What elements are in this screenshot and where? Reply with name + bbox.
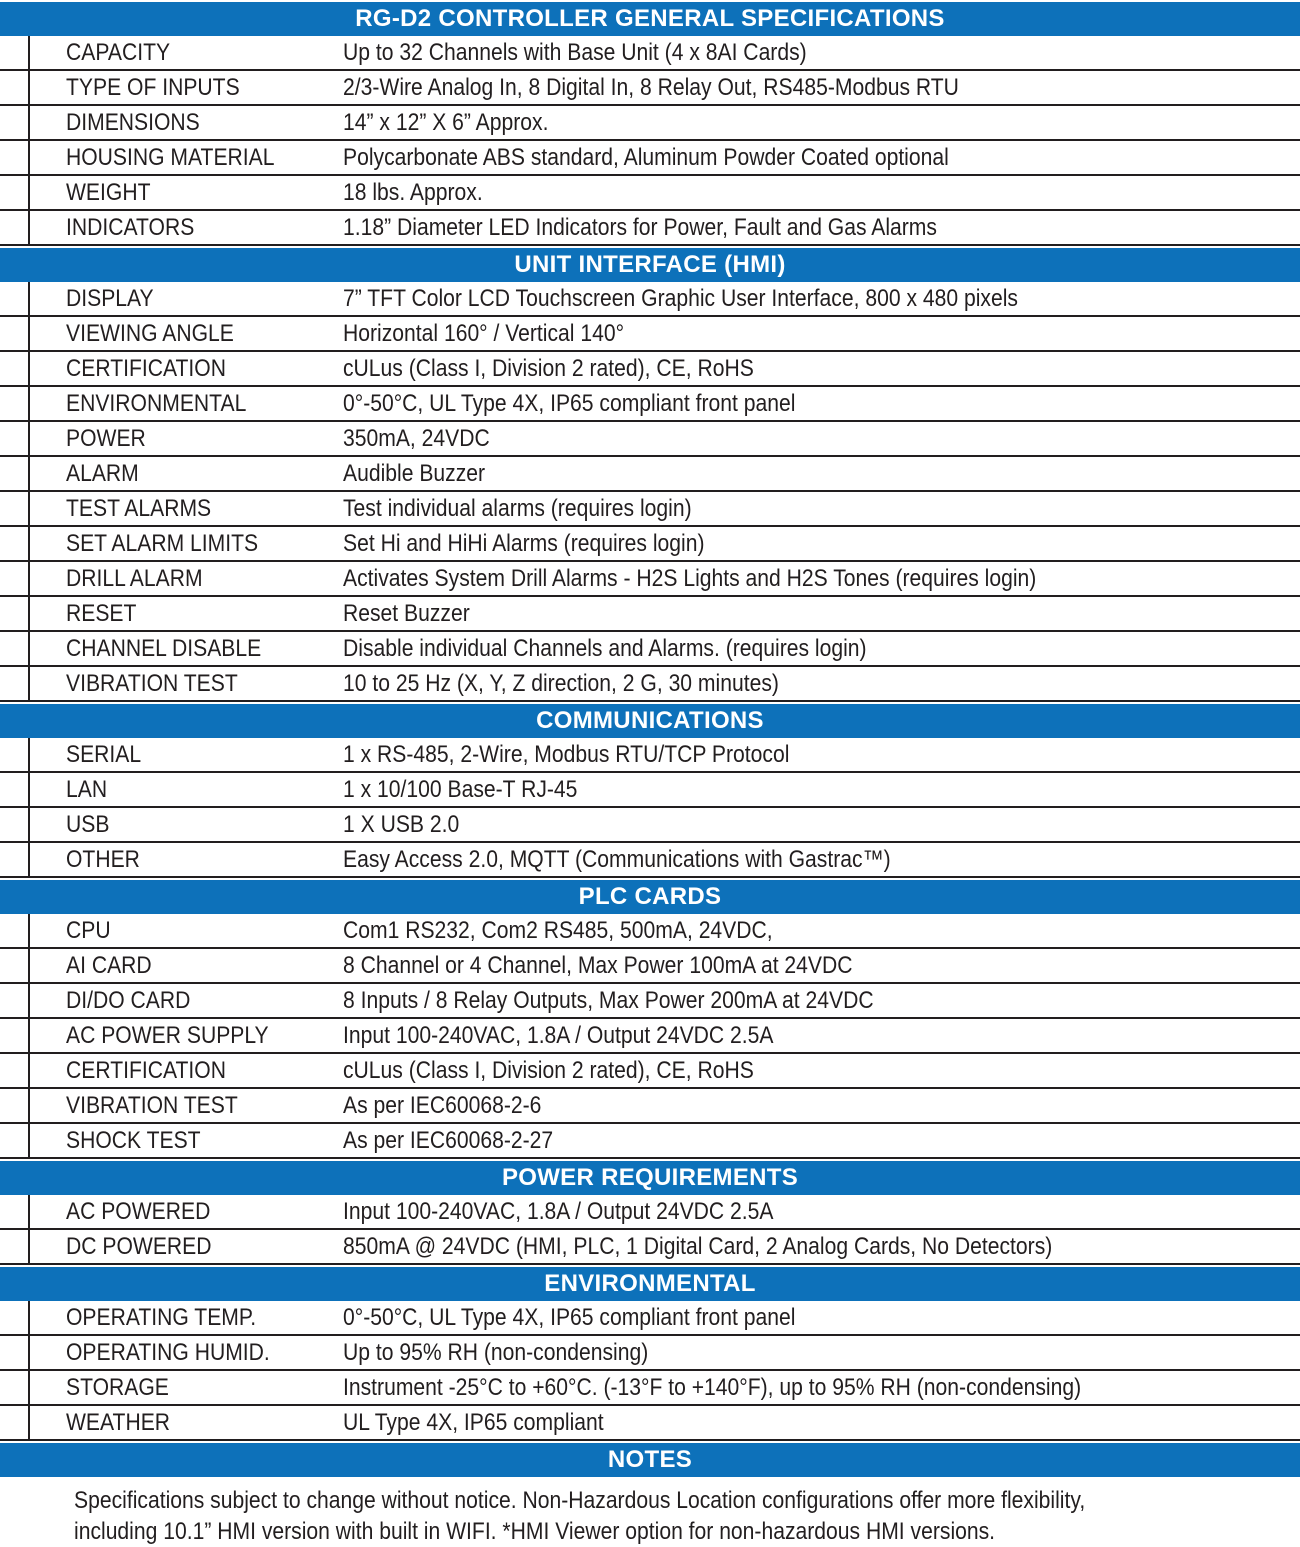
spec-label-cell (0, 73, 343, 101)
spec-label: CERTIFICATION (66, 1056, 226, 1084)
spec-label-cell (0, 775, 343, 803)
spec-value-cell (343, 178, 1300, 206)
spec-row-housing-material (0, 141, 1300, 176)
spec-row-test-alarms (0, 492, 1300, 527)
notes-line-text: including 10.1” HMI version with built in WIFI. *HMI Viewer option for non-hazardous HMI versions. (74, 1517, 996, 1545)
spec-row-di-do-card (0, 984, 1300, 1019)
spec-row-reset (0, 597, 1300, 632)
spec-value: Com1 RS232, Com2 RS485, 500mA, 24VDC, (343, 916, 773, 944)
spec-label: DI/DO CARD (66, 986, 191, 1014)
spec-label: VIBRATION TEST (66, 669, 238, 697)
spec-label-cell (0, 143, 343, 171)
spec-value-cell (343, 319, 1300, 347)
spec-label-cell (0, 424, 343, 452)
spec-value: Audible Buzzer (343, 459, 486, 487)
spec-value: 10 to 25 Hz (X, Y, Z direction, 2 G, 30 minutes) (343, 669, 779, 697)
spec-value: Instrument -25°C to +60°C. (-13°F to +140°F), up to 95% RH (non-condensing) (343, 1373, 1082, 1401)
spec-row-alarm (0, 457, 1300, 492)
spec-label-cell (0, 354, 343, 382)
spec-row-ac-power-supply (0, 1019, 1300, 1054)
spec-value-cell (343, 354, 1300, 382)
spec-value: 18 lbs. Approx. (343, 178, 483, 206)
spec-value: 14” x 12” X 6” Approx. (343, 108, 549, 136)
spec-label: CAPACITY (66, 38, 171, 66)
spec-value: Up to 32 Channels with Base Unit (4 x 8AI Cards) (343, 38, 807, 66)
section-title: RG-D2 CONTROLLER GENERAL SPECIFICATIONS (355, 5, 945, 32)
spec-label: INDICATORS (66, 213, 195, 241)
section-title: COMMUNICATIONS (536, 707, 764, 734)
spec-label: WEATHER (66, 1408, 171, 1436)
spec-label-cell (0, 284, 343, 312)
spec-label-cell (0, 459, 343, 487)
spec-row-operating-humid (0, 1336, 1300, 1371)
spec-row-weather (0, 1406, 1300, 1441)
spec-label: POWER (66, 424, 146, 452)
spec-value-cell (343, 1408, 1300, 1436)
spec-value: 350mA, 24VDC (343, 424, 490, 452)
spec-row-power (0, 422, 1300, 457)
spec-label: ENVIRONMENTAL (66, 389, 247, 417)
spec-value: 0°-50°C, UL Type 4X, IP65 compliant front panel (343, 1303, 796, 1331)
section-title: PLC CARDS (578, 883, 722, 910)
spec-value: Set Hi and HiHi Alarms (requires login) (343, 529, 705, 557)
spec-label: RESET (66, 599, 137, 627)
spec-value-cell (343, 284, 1300, 312)
notes-text (0, 1477, 1300, 1547)
spec-label-cell (0, 494, 343, 522)
spec-value-cell (343, 634, 1300, 662)
spec-value-cell (343, 1338, 1300, 1366)
spec-value: Input 100-240VAC, 1.8A / Output 24VDC 2.5A (343, 1021, 774, 1049)
spec-label-cell (0, 986, 343, 1014)
spec-value-cell (343, 73, 1300, 101)
spec-value: 1 x 10/100 Base-T RJ-45 (343, 775, 578, 803)
spec-label: DISPLAY (66, 284, 154, 312)
spec-label-cell (0, 599, 343, 627)
spec-value-cell (343, 916, 1300, 944)
spec-label-cell (0, 916, 343, 944)
spec-value-cell (343, 38, 1300, 66)
spec-value: Disable individual Channels and Alarms. (requires login) (343, 634, 867, 662)
spec-label: TEST ALARMS (66, 494, 212, 522)
spec-label-cell (0, 1232, 343, 1260)
spec-label: OTHER (66, 845, 140, 873)
spec-value: Activates System Drill Alarms - H2S Lights and H2S Tones (requires login) (343, 564, 1037, 592)
spec-value: Horizontal 160° / Vertical 140° (343, 319, 625, 347)
section-header-communications (0, 704, 1300, 738)
section-header-plc-cards (0, 880, 1300, 914)
section-title: ENVIRONMENTAL (544, 1270, 756, 1297)
spec-label: CERTIFICATION (66, 354, 226, 382)
spec-label: AC POWER SUPPLY (66, 1021, 269, 1049)
spec-row-dc-powered (0, 1230, 1300, 1265)
spec-row-ai-card (0, 949, 1300, 984)
spec-value: 2/3-Wire Analog In, 8 Digital In, 8 Relay Out, RS485-Modbus RTU (343, 73, 959, 101)
spec-value: UL Type 4X, IP65 compliant (343, 1408, 604, 1436)
spec-label-cell (0, 1056, 343, 1084)
spec-value: 8 Channel or 4 Channel, Max Power 100mA at 24VDC (343, 951, 853, 979)
section-header-rg-d2-controller-general-specifications (0, 2, 1300, 36)
spec-value: Easy Access 2.0, MQTT (Communications with Gastrac™) (343, 845, 891, 873)
spec-label: SET ALARM LIMITS (66, 529, 259, 557)
spec-label-cell (0, 38, 343, 66)
spec-label-cell (0, 845, 343, 873)
spec-value-cell (343, 1197, 1300, 1225)
spec-row-cpu (0, 914, 1300, 949)
spec-label-cell (0, 810, 343, 838)
spec-value-cell (343, 1232, 1300, 1260)
spec-value-cell (343, 494, 1300, 522)
spec-label: ALARM (66, 459, 139, 487)
spec-label-cell (0, 1303, 343, 1331)
section-header-unit-interface-hmi (0, 248, 1300, 282)
spec-value: 0°-50°C, UL Type 4X, IP65 compliant front panel (343, 389, 796, 417)
spec-row-type-of-inputs (0, 71, 1300, 106)
spec-label-cell (0, 564, 343, 592)
spec-value: Up to 95% RH (non-condensing) (343, 1338, 649, 1366)
spec-value-cell (343, 1056, 1300, 1084)
spec-row-vibration-test (0, 1089, 1300, 1124)
spec-value-cell (343, 845, 1300, 873)
spec-value-cell (343, 951, 1300, 979)
spec-value: Reset Buzzer (343, 599, 470, 627)
spec-value-cell (343, 1021, 1300, 1049)
section-title: NOTES (607, 1446, 693, 1473)
spec-label-cell (0, 1021, 343, 1049)
spec-value-cell (343, 213, 1300, 241)
spec-value-cell (343, 529, 1300, 557)
spec-label: USB (66, 810, 110, 838)
spec-label: SHOCK TEST (66, 1126, 201, 1154)
spec-label: VIEWING ANGLE (66, 319, 234, 347)
spec-label: DC POWERED (66, 1232, 212, 1260)
section-header-notes (0, 1443, 1300, 1477)
spec-value-cell (343, 599, 1300, 627)
spec-value-cell (343, 424, 1300, 452)
spec-value: cULus (Class I, Division 2 rated), CE, RoHS (343, 1056, 754, 1084)
spec-label-cell (0, 389, 343, 417)
spec-label-cell (0, 634, 343, 662)
spec-row-certification (0, 352, 1300, 387)
spec-row-weight (0, 176, 1300, 211)
spec-value: cULus (Class I, Division 2 rated), CE, RoHS (343, 354, 754, 382)
spec-row-environmental (0, 387, 1300, 422)
spec-row-other (0, 843, 1300, 878)
spec-value-cell (343, 986, 1300, 1014)
spec-value-cell (343, 1303, 1300, 1331)
spec-value-cell (343, 669, 1300, 697)
spec-label-cell (0, 740, 343, 768)
spec-row-display (0, 282, 1300, 317)
spec-label: DRILL ALARM (66, 564, 203, 592)
spec-row-ac-powered (0, 1195, 1300, 1230)
spec-value: 8 Inputs / 8 Relay Outputs, Max Power 200mA at 24VDC (343, 986, 874, 1014)
spec-value-cell (343, 389, 1300, 417)
spec-label: SERIAL (66, 740, 142, 768)
notes-line-text: Specifications subject to change without notice. Non-Hazardous Location configurations offer more flexibility, (74, 1486, 1086, 1514)
spec-row-indicators (0, 211, 1300, 246)
spec-value-cell (343, 740, 1300, 768)
spec-value-cell (343, 810, 1300, 838)
section-title: POWER REQUIREMENTS (501, 1164, 799, 1191)
spec-value: 1 x RS-485, 2-Wire, Modbus RTU/TCP Protocol (343, 740, 790, 768)
spec-value: As per IEC60068-2-27 (343, 1126, 554, 1154)
spec-row-certification (0, 1054, 1300, 1089)
spec-value: As per IEC60068-2-6 (343, 1091, 542, 1119)
spec-label-cell (0, 951, 343, 979)
spec-label: OPERATING TEMP. (66, 1303, 257, 1331)
spec-label: HOUSING MATERIAL (66, 143, 275, 171)
spec-label-cell (0, 108, 343, 136)
spec-label: VIBRATION TEST (66, 1091, 238, 1119)
spec-label: OPERATING HUMID. (66, 1338, 270, 1366)
spec-value-cell (343, 564, 1300, 592)
section-title: UNIT INTERFACE (HMI) (514, 251, 786, 278)
spec-value-cell (343, 143, 1300, 171)
spec-label: WEIGHT (66, 178, 151, 206)
spec-label: DIMENSIONS (66, 108, 200, 136)
spec-row-lan (0, 773, 1300, 808)
spec-label-cell (0, 178, 343, 206)
spec-label-cell (0, 669, 343, 697)
spec-label-cell (0, 319, 343, 347)
spec-value: 1 X USB 2.0 (343, 810, 460, 838)
spec-value-cell (343, 1126, 1300, 1154)
spec-label: CPU (66, 916, 111, 944)
spec-row-set-alarm-limits (0, 527, 1300, 562)
spec-label: AI CARD (66, 951, 152, 979)
notes-line (74, 1485, 1300, 1516)
spec-label: STORAGE (66, 1373, 169, 1401)
spec-row-channel-disable (0, 632, 1300, 667)
section-header-environmental (0, 1267, 1300, 1301)
spec-label-cell (0, 1126, 343, 1154)
spec-row-vibration-test (0, 667, 1300, 702)
spec-value: Input 100-240VAC, 1.8A / Output 24VDC 2.5A (343, 1197, 774, 1225)
spec-row-serial (0, 738, 1300, 773)
spec-value-cell (343, 1373, 1300, 1401)
spec-label-cell (0, 1338, 343, 1366)
spec-label-cell (0, 1373, 343, 1401)
spec-value-cell (343, 108, 1300, 136)
spec-label-cell (0, 529, 343, 557)
spec-value: 7” TFT Color LCD Touchscreen Graphic User Interface, 800 x 480 pixels (343, 284, 1018, 312)
spec-row-capacity (0, 36, 1300, 71)
spec-row-storage (0, 1371, 1300, 1406)
spec-row-shock-test (0, 1124, 1300, 1159)
spec-value-cell (343, 459, 1300, 487)
spec-label: AC POWERED (66, 1197, 211, 1225)
spec-row-drill-alarm (0, 562, 1300, 597)
spec-value: Test individual alarms (requires login) (343, 494, 692, 522)
spec-label: TYPE OF INPUTS (66, 73, 240, 101)
spec-label-cell (0, 1408, 343, 1436)
spec-row-viewing-angle (0, 317, 1300, 352)
spec-value: 850mA @ 24VDC (HMI, PLC, 1 Digital Card, 2 Analog Cards, No Detectors) (343, 1232, 1053, 1260)
spec-value: Polycarbonate ABS standard, Aluminum Powder Coated optional (343, 143, 949, 171)
spec-value-cell (343, 775, 1300, 803)
section-header-power-requirements (0, 1161, 1300, 1195)
spec-label-cell (0, 1197, 343, 1225)
spec-row-usb (0, 808, 1300, 843)
spec-row-operating-temp (0, 1301, 1300, 1336)
spec-value: 1.18” Diameter LED Indicators for Power, Fault and Gas Alarms (343, 213, 937, 241)
spec-value-cell (343, 1091, 1300, 1119)
spec-row-dimensions (0, 106, 1300, 141)
spec-label-cell (0, 1091, 343, 1119)
spec-label-cell (0, 213, 343, 241)
spec-label: LAN (66, 775, 108, 803)
spec-label: CHANNEL DISABLE (66, 634, 262, 662)
